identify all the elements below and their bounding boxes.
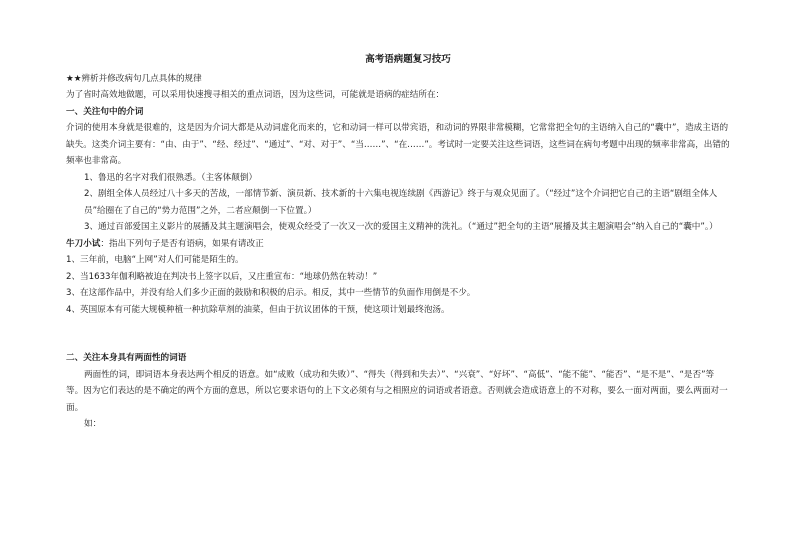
practice-label: 牛刀小试 (66, 238, 101, 249)
section-1-heading: 一、关注句中的介词 (66, 106, 144, 117)
section-1-paragraph: 介词的使用本身就是很难的，这是因为介词大都是从动词虚化而来的，它和动词一样可以带宾语，和动词的界限非常模糊，它常常把全句的主语纳入自己的“囊中”，造成主语的缺失。这类介词主要有：“由、由于”、“经、经过”、“通过”、“对、对于”、“当……”、“在……”。考试时一定要关注这些词语，这些词在病句考题中出现的频率非常高，出错的频率也非常高。 (66, 123, 730, 166)
section-2-paragraph: 两面性的词，即词语本身表达两个相反的语意。如“成败（成功和失败）”、“得失（得到和失去）”、“兴衰”、“好坏”、“高低”、“能不能”、“能否”、“是不是”、“是否”等等。因为它们表达的是不确定的两个方面的意思，所以它要求语句的上下文必须有与之相照应的词语或者语意。否则就会造成语意上的不对称，要么一面对两面，要么两面对一面。 (66, 369, 728, 413)
document-body (66, 52, 730, 433)
section-gap (66, 318, 730, 350)
document-title: 高考语病题复习技巧 (365, 54, 451, 65)
practice-item-3: 3、在这部作品中，并没有给人们多少正面的鼓励和积极的启示。相反，其中一些情节的负面作用倒是不少。 (66, 288, 476, 298)
section-2-heading: 二、关注本身具有两面性的词语 (66, 353, 187, 363)
example-3: 3、通过百部爱国主义影片的展播及其主题演唱会，使观众经受了一次又一次的爱国主义精神的洗礼。（“通过”把全句的主语“展播及其主题演唱会”纳入自己的“囊中”。） (84, 222, 718, 232)
practice-line (66, 236, 730, 253)
practice-item-2: 2、当1633年伽利略被迫在判决书上签字以后，又庄重宣布：“地球仍然在转动！” (66, 271, 378, 282)
practice-item-4: 4、英国原本有可能大规模种植一种抗除草剂的油菜，但由于抗议团体的干预，使这项计划最终泡汤。 (66, 304, 450, 315)
example-1: 1、鲁迅的名字对我们很熟悉。（主客体颠倒） (84, 172, 258, 183)
example-2: 2、剧组全体人员经过八十多天的苦战，一部情节新、演员新、技术新的十六集电视连续剧《西游记》终于与观众见面了。（“经过”这个介词把它自己的主语“剧组全体人员”给圈在了自己的“势力范围”之外，二者应颠倒一下位置。） (84, 189, 718, 216)
practice-item-1: 1、三年前，电脑“上网”对人们可能是陌生的。 (66, 255, 244, 265)
section-2-example-label: 如： (84, 419, 102, 429)
intro-text: 为了省时高效地做题，可以采用快速搜寻相关的重点词语，因为这些词，可能就是语病的症结所在： (66, 90, 445, 100)
practice-prompt: ：指出下列句子是否有语病，如果有请改正 (100, 238, 264, 249)
document-subtitle: ★★辨析并修改病句几点具体的规律 (66, 73, 202, 84)
